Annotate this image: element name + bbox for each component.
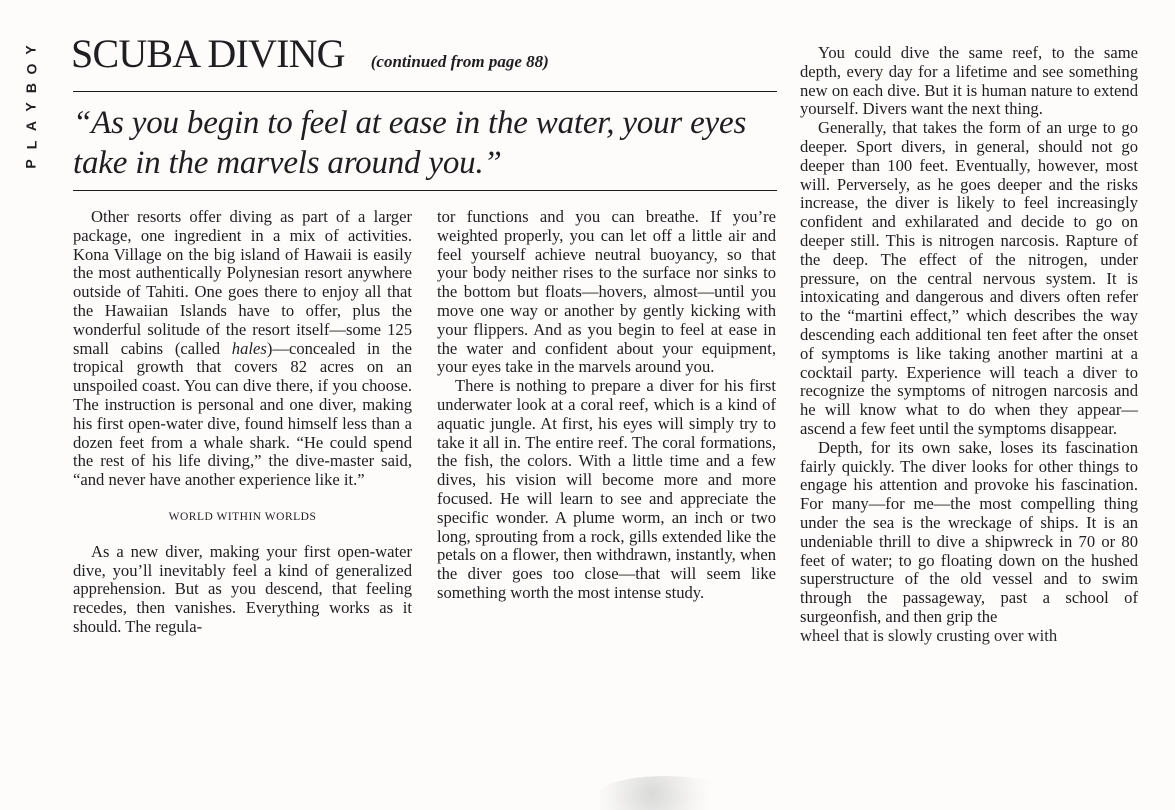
pullquote-bottom-rule xyxy=(73,190,777,191)
publication-letter: P xyxy=(23,159,39,169)
publication-letter: A xyxy=(23,120,39,132)
middle-column xyxy=(437,208,776,603)
continued-note: (continued from page 88) xyxy=(370,52,549,71)
section-subhead: WORLD WITHIN WORLDS xyxy=(168,510,317,523)
left-paragraph-1 xyxy=(73,208,412,490)
article-title: SCUBA DIVING xyxy=(71,31,345,76)
publication-letter: B xyxy=(23,82,39,94)
pullquote-top-rule xyxy=(73,91,777,92)
publication-letter: Y xyxy=(23,102,39,112)
right-paragraph-1: You could dive the same reef, to the same depth, every day for a lifetime and see something new on each dive. But it is human nature to extend yourself. Divers want the next thing. xyxy=(800,43,1138,119)
left-column xyxy=(73,208,412,637)
left-paragraph-1-text: Other resorts offer diving as part of a larger package, one ingredient in a mix of activities. Kona Village on the big island of Hawaii is easily the most authentically Polynesian resort anywhere outside of Tahiti. One goes there to enjoy all that the Hawaiian Islands have to offer, plus the wonderful solitude of the resort itself—some 125 small cabins (called xyxy=(73,207,412,358)
left-paragraph-2: As a new diver, making your first open-water dive, you’ll inevitably feel a kind of generalized apprehension. But as you descend, that feeling recedes, then vanishes. Everything works as it should. The regula- xyxy=(73,541,412,636)
right-paragraph-2: Generally, that takes the form of an urge to go deeper. Sport divers, in general, should not go deeper than 100 feet. Eventually, however, most will. Perversely, as he goes deeper and the risks increase, the diver is likely to feel increasingly confident and exhilarated and decide to go on deeper still. This is nitrogen narcosis. Rapture of the deep. The effect of the nitrogen, under pressure, on the central nervous system. It is intoxicating and dangerous and divers often refer to the “martini effect,” which describes the way descending each additional ten feet after the onset of symptoms is like taking another martini at a cocktail party. Experience will teach a diver to recognize the symptoms of nitrogen narcosis and he will know what to do when they appear—ascend a few feet until the symptoms disappear. xyxy=(800,118,1138,438)
middle-paragraph-1: tor functions and you can breathe. If you’re weighted properly, you can let off a little air and feel yourself achieve neutral buoyancy, so that your body neither rises to the surface nor sinks to the bottom but floats—hovers, almost—until you move one way or another by gently kicking with your flippers. And as you begin to feel at ease in the water and confident about your equipment, your eyes take in the marvels around you. xyxy=(437,207,776,377)
pull-quote: “As you begin to feel at ease in the water, your eyes take in the marvels around you.” xyxy=(73,105,747,181)
right-column xyxy=(800,44,1138,646)
left-paragraph-1-tail: )—concealed in the tropical growth that covers 82 acres on an unspoiled coast. You can dive there, if you choose. The instruction is personal and one diver, making his first open-water dive, found himself less than a dozen feet from a whale shark. “He could spend the rest of his life diving,” the dive-master said, “and never have another experience like it.” xyxy=(73,338,412,490)
publication-letter: O xyxy=(22,63,39,75)
publication-letter: Y xyxy=(23,45,39,55)
middle-paragraph-2: There is nothing to prepare a diver for his first underwater look at a coral reef, which is a kind of aquatic jungle. At first, his eyes will simply try to take it all in. The entire reef. The coral formations, the fish, the colors. With a little time and a few dives, his vision will become more and more focused. He will learn to see and appreciate the specific wonder. A plume worm, an inch or two long, sprouting from a rock, gills extended like the petals on a flower, then withdrawn, instantly, when the diver goes too close—that will seem like something worth the most intense study. xyxy=(437,376,776,602)
article-title-row xyxy=(71,31,779,84)
photo-fragment xyxy=(600,776,730,810)
right-cut-line: wheel that is slowly crusting over with xyxy=(800,625,1058,645)
left-paragraph-1-italic: hales xyxy=(231,338,267,358)
publication-letter: L xyxy=(23,140,39,150)
publication-vertical-label xyxy=(22,42,40,172)
right-paragraph-3: Depth, for its own sake, loses its fascination fairly quickly. The diver looks for other things to engage his attention and provoke his fascination. For many—for me—the most compelling thing under the sea is the wreckage of ships. It is an undeniable thrill to dive a shipwreck in 70 or 80 feet of water; to go floating down on the hushed superstructure of the old vessel and to swim through the passageway, past a school of surgeonfish, and then grip the xyxy=(800,437,1138,626)
